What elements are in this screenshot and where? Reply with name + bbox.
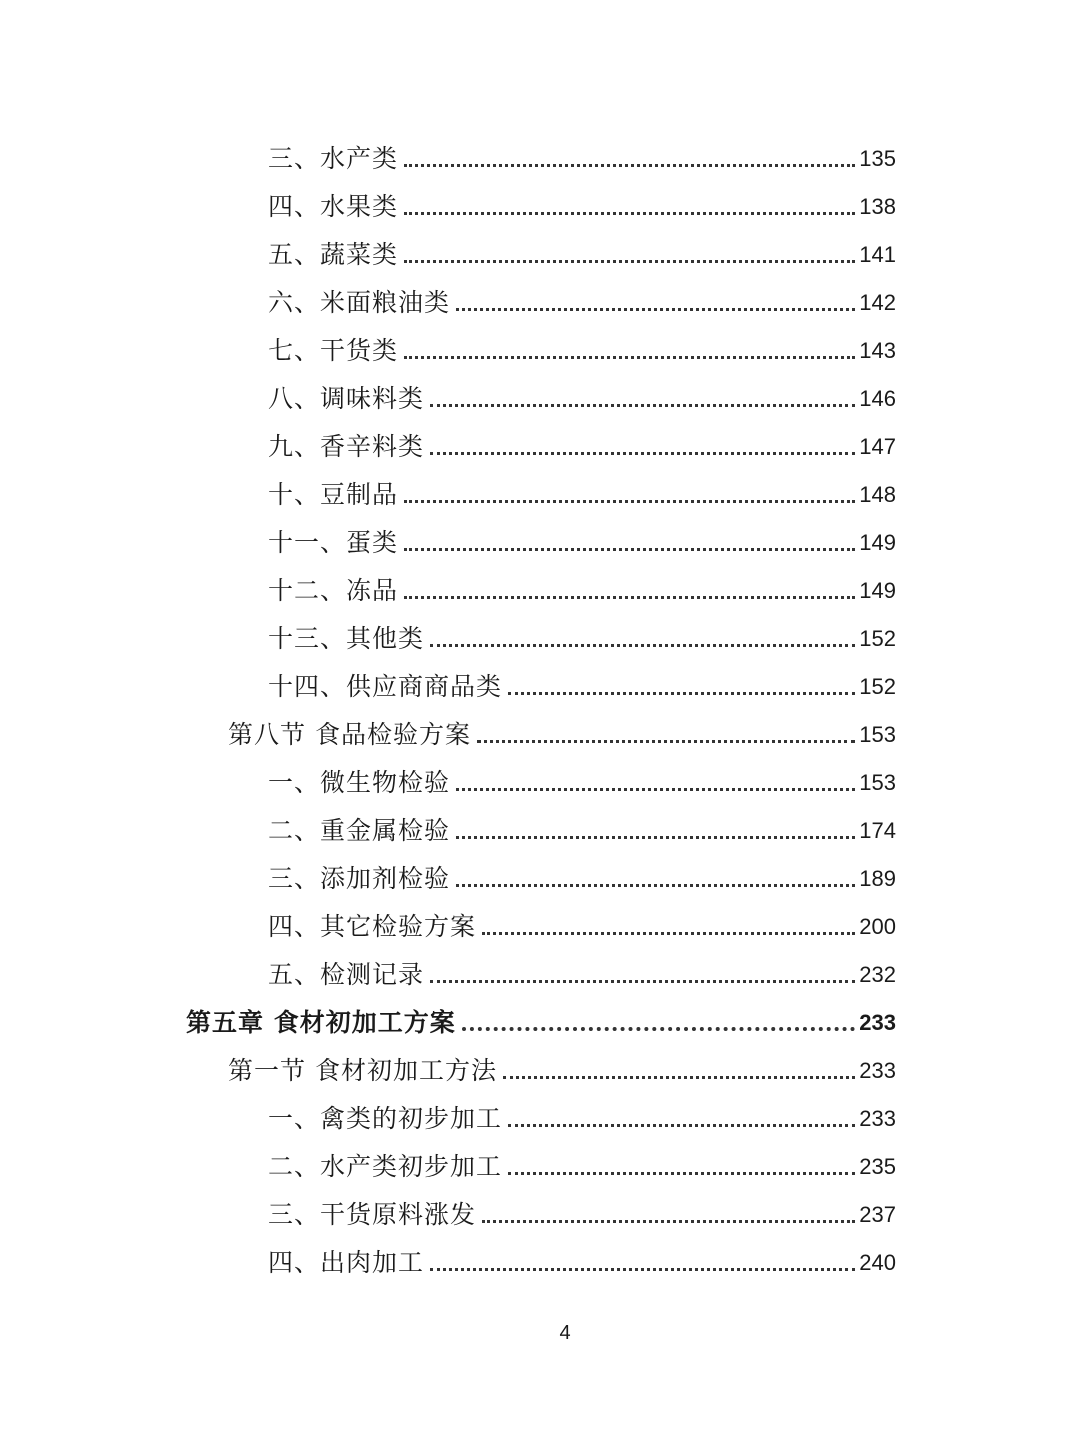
toc-entry-title: 十三、其他类	[268, 624, 425, 653]
toc-entry[interactable]	[268, 898, 896, 942]
dot-leader	[482, 932, 855, 935]
toc-entry-page: 149	[859, 530, 896, 555]
toc-entry-page: 200	[859, 914, 896, 939]
toc-entry[interactable]	[268, 658, 896, 702]
toc-entry-title: 十、豆制品	[268, 480, 399, 509]
toc-entry[interactable]	[268, 226, 896, 270]
toc-entry-title: 四、出肉加工	[268, 1248, 425, 1277]
dot-leader	[404, 548, 855, 551]
toc-entry-title: 一、禽类的初步加工	[268, 1104, 503, 1133]
toc-entry-page: 233	[859, 1010, 896, 1035]
dot-leader	[430, 452, 855, 455]
toc-entry-page: 149	[859, 578, 896, 603]
toc-entry-page: 233	[859, 1106, 896, 1131]
toc-entry-page: 135	[859, 146, 896, 171]
toc-entry[interactable]	[268, 466, 896, 510]
toc-entry[interactable]	[268, 1090, 896, 1134]
toc-entry-title: 二、水产类初步加工	[268, 1152, 503, 1181]
dot-leader	[430, 404, 855, 407]
toc-entry-page: 152	[859, 626, 896, 651]
toc-entry[interactable]	[268, 418, 896, 462]
toc-entry-title: 四、其它检验方案	[268, 912, 477, 941]
toc-entry[interactable]	[268, 1186, 896, 1230]
toc-entry[interactable]	[228, 706, 896, 750]
dot-leader	[508, 1124, 855, 1127]
toc-entry-title: 第八节 食品检验方案	[228, 720, 471, 749]
toc-entry-page: 143	[859, 338, 896, 363]
dot-leader	[404, 212, 855, 215]
toc-entry-page: 237	[859, 1202, 896, 1227]
toc-entry[interactable]	[268, 610, 896, 654]
dot-leader	[404, 596, 855, 599]
toc-entry-title: 五、蔬菜类	[268, 240, 399, 269]
dot-leader	[430, 644, 855, 647]
toc-entry[interactable]	[268, 130, 896, 174]
toc-entry-page: 235	[859, 1154, 896, 1179]
toc-entry-page: 152	[859, 674, 896, 699]
toc-entry-page: 153	[859, 722, 896, 747]
toc-entry-title: 五、检测记录	[268, 960, 425, 989]
toc-entry[interactable]	[268, 178, 896, 222]
toc-entry-title: 八、调味料类	[268, 384, 425, 413]
toc-entry-title: 十四、供应商商品类	[268, 672, 503, 701]
toc-entry-page: 147	[859, 434, 896, 459]
toc-entry-title: 三、添加剂检验	[268, 864, 451, 893]
dot-leader	[482, 1220, 855, 1223]
dot-leader	[456, 884, 855, 887]
dot-leader	[508, 1172, 855, 1175]
dot-leader	[404, 500, 855, 503]
toc-entry[interactable]	[268, 322, 896, 366]
toc-entry-title: 十二、冻品	[268, 576, 399, 605]
toc-entry-page: 141	[859, 242, 896, 267]
toc-entry[interactable]	[268, 562, 896, 606]
toc-entry-page: 146	[859, 386, 896, 411]
dot-leader	[430, 980, 855, 983]
toc-entry-title: 二、重金属检验	[268, 816, 451, 845]
toc-entry-page: 174	[859, 818, 896, 843]
toc-entry-page: 153	[859, 770, 896, 795]
dot-leader	[462, 1027, 856, 1031]
toc-entry-title: 四、水果类	[268, 192, 399, 221]
toc-entry-title: 一、微生物检验	[268, 768, 451, 797]
toc-entry[interactable]	[186, 994, 896, 1038]
dot-leader	[477, 740, 855, 743]
toc-entry[interactable]	[268, 850, 896, 894]
toc-entry-page: 232	[859, 962, 896, 987]
toc-entry[interactable]	[268, 370, 896, 414]
dot-leader	[508, 692, 855, 695]
dot-leader	[456, 308, 855, 311]
dot-leader	[404, 164, 855, 167]
dot-leader	[404, 260, 855, 263]
toc-entry[interactable]	[228, 1042, 896, 1086]
toc-entry-page: 148	[859, 482, 896, 507]
toc-entry-title: 七、干货类	[268, 336, 399, 365]
toc-entry-title: 六、米面粮油类	[268, 288, 451, 317]
toc-entry-title: 三、干货原料涨发	[268, 1200, 477, 1229]
toc-entry-page: 138	[859, 194, 896, 219]
page-number: 4	[559, 1322, 571, 1344]
toc-entry[interactable]	[268, 1138, 896, 1182]
toc-entry[interactable]	[268, 754, 896, 798]
toc-entry-title: 三、水产类	[268, 144, 399, 173]
toc-entry-title: 第五章 食材初加工方案	[186, 1008, 456, 1037]
toc-entry-page: 240	[859, 1250, 896, 1275]
toc-entry-title: 九、香辛料类	[268, 432, 425, 461]
toc-entry[interactable]	[268, 274, 896, 318]
dot-leader	[404, 356, 855, 359]
dot-leader	[456, 836, 855, 839]
toc-entry-title: 十一、蛋类	[268, 528, 399, 557]
toc-entry-page: 189	[859, 866, 896, 891]
toc-entry[interactable]	[268, 802, 896, 846]
toc-entry-page: 233	[859, 1058, 896, 1083]
dot-leader	[456, 788, 855, 791]
dot-leader	[503, 1076, 855, 1079]
toc-entry-title: 第一节 食材初加工方法	[228, 1056, 497, 1085]
toc-entry[interactable]	[268, 1234, 896, 1278]
dot-leader	[430, 1268, 855, 1271]
toc-entry[interactable]	[268, 514, 896, 558]
toc-entry-page: 142	[859, 290, 896, 315]
toc-entry[interactable]	[268, 946, 896, 990]
